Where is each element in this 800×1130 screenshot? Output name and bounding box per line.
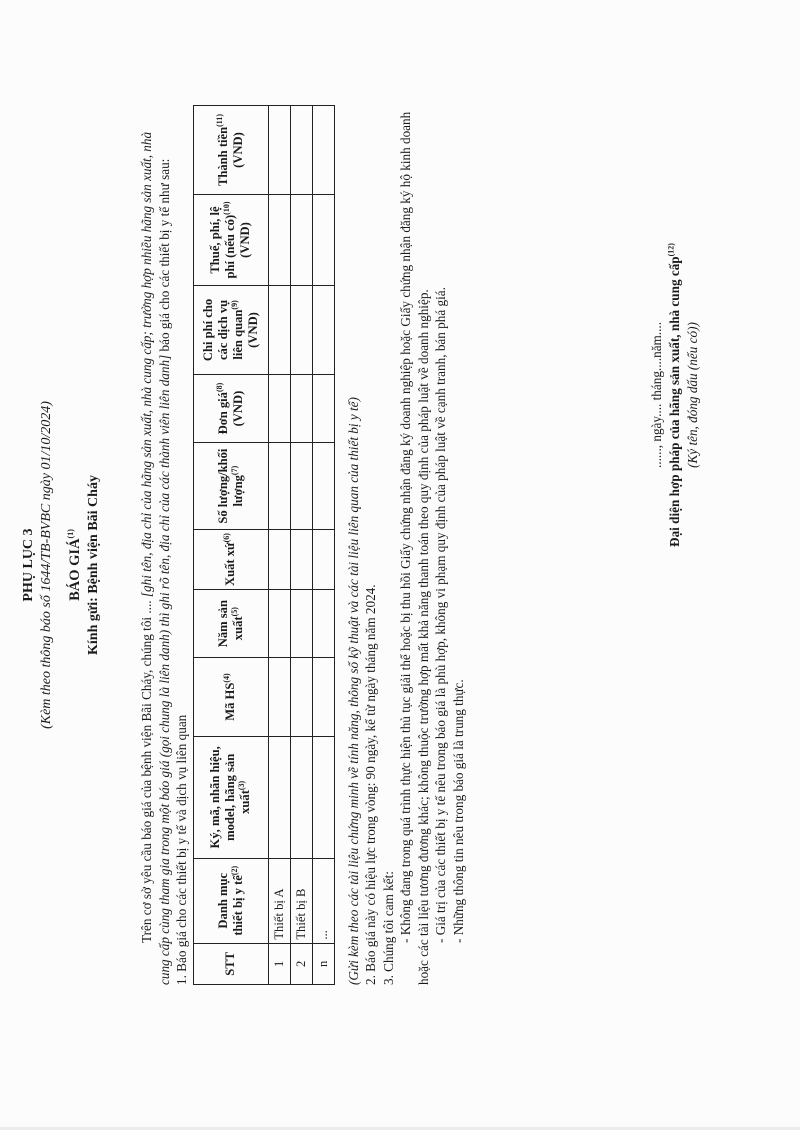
header-tax: Thuế, phí, lệ phí (nếu có)$^{(10)}$ (VND) [193,195,268,286]
row-device-name: Thiết bị A [268,858,290,943]
signature-instruction: (Ký tên, đóng dấu (nếu có)) [685,322,700,468]
row-device-name: Thiết bị B [290,858,312,943]
appendix-title: PHỤ LỤC 3 [21,528,36,602]
table-header-row [193,106,268,985]
row-stt: n [312,943,334,984]
row-stt: 2 [290,943,312,984]
header-model: Ký, mã, nhãn hiệu, model, hãng sản xuất$^{(3)}$ [193,736,268,858]
header-year: Năm sản xuất$^{(5)}$ [193,590,268,658]
attachment-note: (Gửi kèm theo các tài liệu chứng minh về tính năng, thông số kỹ thuật và các tài liệu liên quan của thiết bị y tế) [345,397,361,985]
header-total: Thành tiền$^{(11)}$ (VND) [193,106,268,195]
table-row [312,106,334,985]
section-1-title: 1. Báo giá cho các thiết bị y tế và dịch vụ liên quan [174,714,189,985]
document-body [138,105,467,985]
signature-date: ......, ngày.... tháng....năm.... [649,322,664,469]
rotated-document [20,35,780,1095]
header-quantity: Số lượng/khối lượng$^{(7)}$ [193,443,268,530]
signature-block [648,215,702,575]
quote-title [66,35,85,1095]
row-stt: 1 [268,943,290,984]
quote-title-text: BÁO GIÁ [67,538,83,601]
header-service-cost: Chi phí cho các dịch vụ liên quan$^{(9)}$ (VND) [193,286,268,375]
commitment-3: - Những thông tin nêu trong báo giá là trung thực. [450,679,466,943]
intro-lead: Trên cơ sở yêu cầu báo giá của bệnh viện Bãi Cháy, chúng tôi .... [139,597,154,943]
intro-italic-note: [ghi tên, địa chỉ của hãng sản xuất, nhà cung cấp; trường hợp nhiều hãng sản xuất, nhà cung cấp cùng tham gia trong một báo giá (gọi chung là liên danh) thì ghi rõ tên, địa chỉ của các thành viên liên danh] [139,131,172,985]
signature-title: Đại diện hợp pháp của hãng sản xuất, nhà cung cấp$^{(12)}$ [666,243,682,547]
table-row [290,106,312,985]
row-device-name: ... [312,858,334,943]
validity-line: 2. Báo giá này có hiệu lực trong vòng: 90 ngày, kể từ ngày tháng năm 2024. [363,584,378,985]
intro-paragraph [138,105,173,985]
header-stt: STT [193,943,268,984]
appendix-subtitle: (Kèm theo thông báo số 1644/TB-BVBC ngày 01/10/2024) [39,401,54,729]
header-hs-code: Mã HS$^{(4)}$ [193,658,268,737]
header-unit-price: Đơn giá$^{(8)}$ (VND) [193,374,268,442]
commitment-1: - Không đang trong quá trình thực hiện thủ tục giải thể hoặc bị thu hồi Giấy chứng nhận đăng ký doanh nghiệp hoặc Giấy chứng nhận đăng ký hộ kinh doanh hoặc các tài liệu tương đương khác; không thuộc trường hợp mất khả năng thanh toán theo quy định của pháp luật về doanh nghiệp. [398,111,431,985]
header-origin: Xuất xứ$^{(6)}$ [193,530,268,590]
document-heading [20,35,103,1095]
commitment-2: - Giá trị của các thiết bị y tế nêu trong báo giá là phù hợp, không vi phạm quy định của pháp luật về cạnh tranh, bán phá giá. [433,287,448,943]
intro-tail: báo giá cho các thiết bị y tế như sau: [156,158,172,355]
header-device-list: Danh mục thiết bị y tế$^{(2)}$ [193,858,268,943]
table-row [268,106,290,985]
quote-title-footnote: (1) [66,529,76,539]
quote-table [193,105,335,985]
commitment-title: 3. Chúng tôi cam kết: [380,871,396,985]
addressee-line: Kính gửi: Bệnh viện Bãi Cháy [86,475,101,655]
